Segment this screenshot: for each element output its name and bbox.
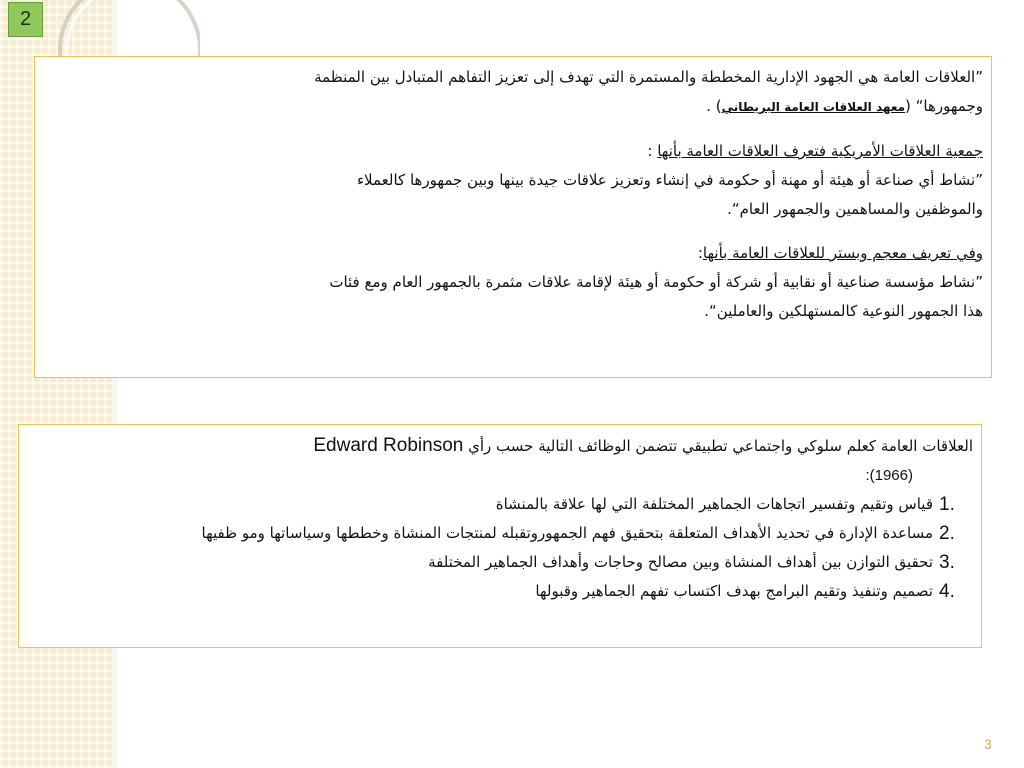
list-item-number: 1. [939,494,955,515]
definition-british-text: وجمهورها“ ( [905,97,983,115]
slide-number-badge: 2 [8,2,43,37]
list-item [27,519,973,548]
functions-list [27,490,973,606]
american-association-heading [43,137,983,166]
definition-british-line2 [43,92,983,122]
webster-heading [43,239,983,268]
functions-intro-text: العلاقات العامة كعلم سلوكي واجتماعي تطبيقي تتضمن الوظائف التالية حسب رأي [468,437,973,455]
list-item [27,577,973,606]
list-item-number: 4. [939,581,955,602]
list-item [27,548,973,577]
author-name: Edward Robinson [313,435,464,456]
american-association-heading-colon: : [647,142,658,160]
list-item [27,490,973,519]
webster-heading-text: وفي تعريف معجم وبستر للعلاقات العامة بأنها [702,244,983,262]
functions-box [18,424,982,648]
definitions-box [34,56,992,378]
definition-webster-line2: هذا الجمهور النوعية كالمستهلكين والعاملين“. [704,302,983,320]
list-item-text: تصميم وتنفيذ وتقيم البرامج بهدف اكتساب تفهم الجماهير وقبولها [535,582,933,600]
definition-british-line1: ”العلاقات العامة هي الجهود الإدارية المخططة والمستمرة التي تهدف إلى تعزيز التفاهم المتبادل بين المنظمة [314,68,983,86]
list-item-number: 2. [939,523,955,544]
definition-american-line2: والموظفين والمساهمين والجمهور العام“. [727,200,983,218]
page-number: 3 [984,736,992,752]
american-association-heading-text: جمعية العلاقات الأمريكية فتعرف العلاقات العامة بأنها [657,142,983,160]
author-year: (1966): [865,467,913,484]
webster-heading-colon: : [697,244,703,262]
list-item-number: 3. [939,552,955,573]
list-item-text: تحقيق التوازن بين أهداف المنشاة وبين مصالح وحاجات وأهداف الجماهير المختلفة [428,553,933,571]
definition-british-end: ) . [706,97,722,115]
british-institute-source: معهد العلاقات العامة البريطاني [721,100,906,114]
definition-american-line1: ”نشاط أي صناعة أو هيئة أو مهنة أو حكومة في إنشاء وتعزيز علاقات جيدة بينها وبين جمهورها كالعملاء [357,171,983,189]
functions-intro [27,431,973,461]
list-item-text: قياس وتقيم وتفسير اتجاهات الجماهير المختلفة التي لها علاقة بالمنشاة [495,495,933,513]
definition-webster-line1: ”نشاط مؤسسة صناعية أو نقابية أو شركة أو حكومة أو هيئة لإقامة علاقات مثمرة بالجمهور العام ومع فئات [329,273,983,291]
list-item-text: مساعدة الإدارة في تحديد الأهداف المتعلقة بتحقيق فهم الجمهوروتقبله لمنتجات المنشاة وخططها وسياساتها ومو ظفيها [201,524,933,542]
